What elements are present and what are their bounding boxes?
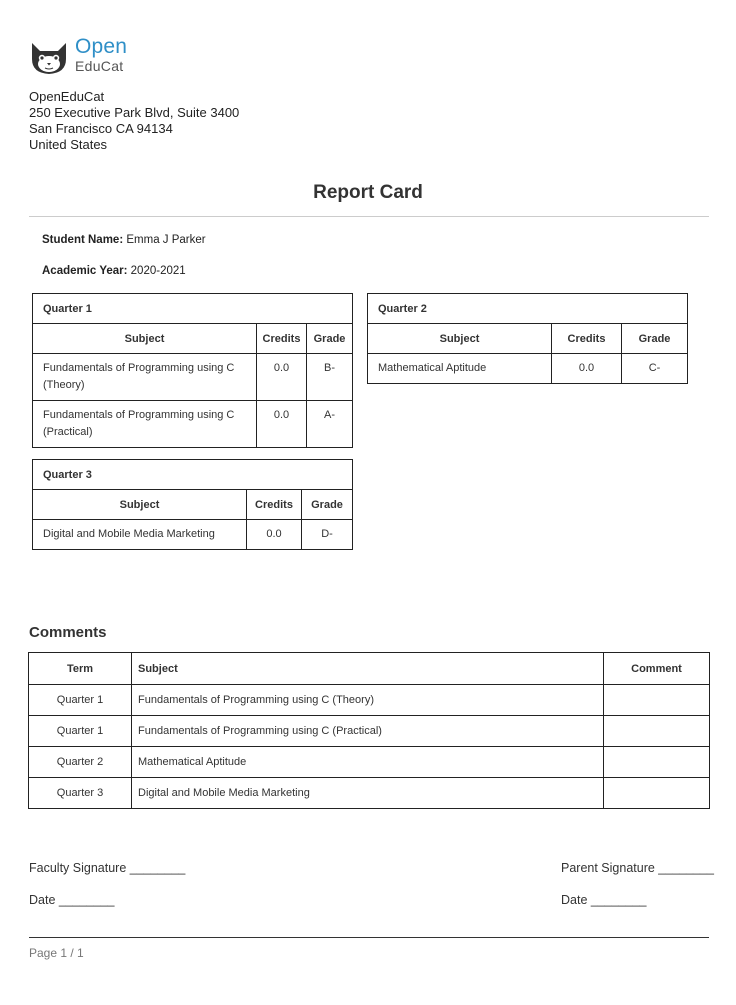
subject-cell: Digital and Mobile Media Marketing — [132, 778, 604, 809]
column-header-credits: Credits — [552, 324, 622, 354]
quarter-title: Quarter 1 — [33, 294, 353, 324]
subject-cell: Mathematical Aptitude — [132, 747, 604, 778]
term-cell: Quarter 1 — [29, 716, 132, 747]
faculty-date: Date ________ — [29, 893, 115, 907]
student-name: Emma J Parker — [126, 234, 206, 246]
faculty-signature: Faculty Signature ________ — [29, 861, 186, 875]
subject-cell: Digital and Mobile Media Marketing — [33, 520, 247, 550]
page-title: Report Card — [313, 182, 423, 203]
table-row — [29, 685, 710, 716]
column-header-grade: Grade — [302, 490, 353, 520]
column-header-term: Term — [29, 653, 132, 685]
subject-cell: Fundamentals of Programming using C (Practical) — [132, 716, 604, 747]
table-row — [33, 354, 353, 401]
quarter-3-table — [32, 459, 353, 550]
cat-icon — [28, 37, 70, 77]
table-row — [368, 354, 688, 384]
parent-signature: Parent Signature ________ — [561, 861, 714, 875]
table-row — [29, 747, 710, 778]
column-header-credits: Credits — [257, 324, 307, 354]
company-logo — [28, 37, 148, 77]
footer-divider — [29, 937, 709, 938]
term-cell: Quarter 3 — [29, 778, 132, 809]
academic-year: 2020-2021 — [130, 265, 186, 277]
column-header-subject: Subject — [132, 653, 604, 685]
term-cell: Quarter 1 — [29, 685, 132, 716]
grade-cell: D- — [302, 520, 353, 550]
comments-heading: Comments — [29, 624, 107, 641]
grade-cell: B- — [307, 354, 353, 401]
title-divider — [29, 216, 709, 217]
table-row — [29, 716, 710, 747]
student-name-line — [42, 234, 206, 246]
column-header-grade: Grade — [622, 324, 688, 354]
column-header-comment: Comment — [604, 653, 710, 685]
column-header-credits: Credits — [247, 490, 302, 520]
credits-cell: 0.0 — [552, 354, 622, 384]
grade-cell: A- — [307, 401, 353, 448]
subject-cell: Fundamentals of Programming using C (Practical) — [33, 401, 257, 448]
academic-year-line — [42, 265, 186, 277]
credits-cell: 0.0 — [257, 401, 307, 448]
quarter-title: Quarter 2 — [368, 294, 688, 324]
comment-cell — [604, 685, 710, 716]
comment-cell — [604, 747, 710, 778]
subject-cell: Fundamentals of Programming using C (Theory) — [132, 685, 604, 716]
student-name-label: Student Name: — [42, 234, 124, 246]
quarter-2-table — [367, 293, 688, 384]
quarter-1-table — [32, 293, 353, 448]
table-row — [33, 520, 353, 550]
column-header-subject: Subject — [33, 490, 247, 520]
academic-year-label: Academic Year: — [42, 265, 128, 277]
column-header-grade: Grade — [307, 324, 353, 354]
term-cell: Quarter 2 — [29, 747, 132, 778]
company-address — [29, 89, 239, 153]
company-street: 250 Executive Park Blvd, Suite 3400 — [29, 105, 240, 120]
company-name: OpenEduCat — [29, 89, 105, 104]
subject-cell: Mathematical Aptitude — [368, 354, 552, 384]
column-header-subject: Subject — [368, 324, 552, 354]
comment-cell — [604, 716, 710, 747]
quarter-title: Quarter 3 — [33, 460, 353, 490]
credits-cell: 0.0 — [247, 520, 302, 550]
subject-cell: Fundamentals of Programming using C (Theory) — [33, 354, 257, 401]
parent-date: Date ________ — [561, 893, 647, 907]
comment-cell — [604, 778, 710, 809]
page-number: Page 1 / 1 — [29, 946, 84, 960]
table-row — [33, 401, 353, 448]
grade-cell: C- — [622, 354, 688, 384]
logo-text-educat: EduCat — [75, 58, 124, 74]
company-country: United States — [29, 137, 108, 152]
column-header-subject: Subject — [33, 324, 257, 354]
credits-cell: 0.0 — [257, 354, 307, 401]
comments-table — [28, 652, 710, 809]
table-row — [29, 778, 710, 809]
logo-text-open: Open — [75, 35, 128, 58]
company-city: San Francisco CA 94134 — [29, 121, 173, 136]
